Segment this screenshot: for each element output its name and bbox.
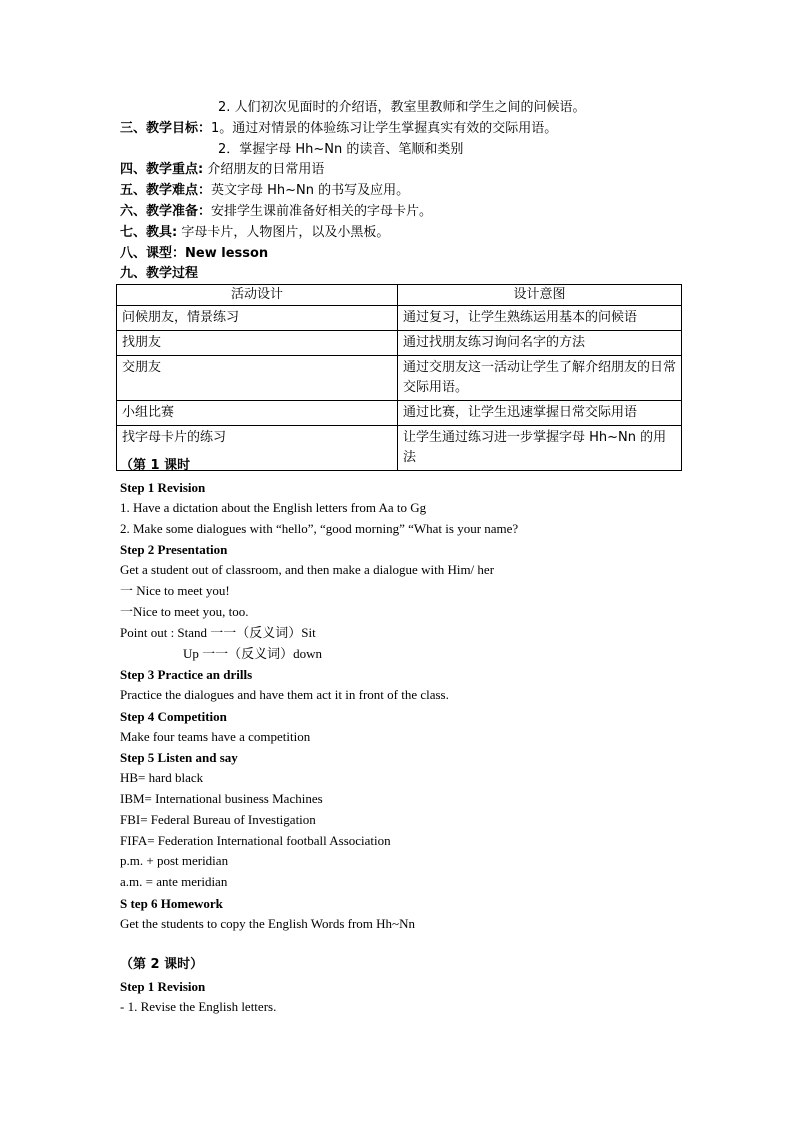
step-text: a.m. = ante meridian bbox=[120, 874, 228, 889]
step-heading: Step 4 Competition bbox=[120, 709, 227, 724]
step-heading: S tep 6 Homework bbox=[120, 896, 223, 911]
preparation-line bbox=[120, 205, 432, 218]
difficulties-line bbox=[120, 184, 409, 197]
step-text: 1. Have a dictation about the English letters from Aa to Gg bbox=[120, 500, 427, 515]
difficulties-label: 五、教学难点： bbox=[120, 183, 212, 198]
step-text: Practice the dialogues and have them act it in front of the class. bbox=[120, 687, 449, 702]
key-points-line bbox=[120, 163, 324, 176]
table-row bbox=[117, 331, 682, 356]
teaching-aids-text: 字母卡片，人物图片，以及小黑板。 bbox=[177, 225, 390, 240]
activity-table bbox=[116, 284, 682, 471]
step-heading: Step 3 Practice an drills bbox=[120, 667, 253, 682]
step-heading: Step 1 Revision bbox=[120, 480, 206, 495]
table-cell: 通过交朋友这一活动让学生了解介绍朋友的日常交际用语。 bbox=[398, 356, 682, 401]
table-header-row bbox=[117, 285, 682, 306]
teaching-goals-line bbox=[120, 122, 557, 135]
preparation-text: 安排学生课前准备好相关的字母卡片。 bbox=[211, 204, 433, 219]
step-text: HB= hard black bbox=[120, 770, 204, 785]
key-points-label: 四、教学重点: bbox=[120, 162, 204, 177]
step-text: 一 Nice to meet you! bbox=[120, 583, 230, 598]
teaching-aids-line bbox=[120, 226, 389, 239]
table-cell: 交朋友 bbox=[117, 356, 398, 401]
step-heading: Step 2 Presentation bbox=[120, 542, 228, 557]
teaching-aids-label: 七、教具: bbox=[120, 225, 178, 240]
table-cell: 让学生通过练习进一步掌握字母 Hh~Nn 的用法 bbox=[398, 426, 682, 471]
table-cell: 通过复习，让学生熟练运用基本的问候语 bbox=[398, 306, 682, 331]
table-row bbox=[117, 401, 682, 426]
lesson-type: 八、课型：New lesson bbox=[120, 246, 269, 261]
key-points-text: 介绍朋友的日常用语 bbox=[203, 162, 325, 177]
step-text: Get the students to copy the English Words from Hh~Nn bbox=[120, 916, 415, 931]
step-text: Get a student out of classroom, and then make a dialogue with Him/ her bbox=[120, 562, 495, 577]
step-text: Up 一一（反义词）down bbox=[183, 646, 323, 661]
step-text: - 1. Revise the English letters. bbox=[120, 999, 277, 1014]
table-cell: 通过找朋友练习询问名字的方法 bbox=[398, 331, 682, 356]
table-row bbox=[117, 306, 682, 331]
table-cell: 问候朋友，情景练习 bbox=[117, 306, 398, 331]
teaching-goal-1: 1。通过对情景的体验练习让学生掌握真实有效的交际用语。 bbox=[211, 121, 558, 136]
step-text: FBI= Federal Bureau of Investigation bbox=[120, 812, 316, 827]
lesson-1-title: （第 1 课时 bbox=[120, 458, 191, 473]
content-item-2: 2. 人们初次见面时的介绍语，教室里教师和学生之间的问候语。 bbox=[218, 100, 586, 115]
step-heading: Step 1 Revision bbox=[120, 979, 206, 994]
difficulties-text: 英文字母 Hh~Nn 的书写及应用。 bbox=[211, 183, 410, 198]
step-heading: Step 5 Listen and say bbox=[120, 750, 238, 765]
table-row bbox=[117, 426, 682, 471]
step-text: IBM= International business Machines bbox=[120, 791, 323, 806]
table-row bbox=[117, 356, 682, 401]
teaching-goal-2: 2．掌握字母 Hh~Nn 的读音、笔顺和类别 bbox=[218, 142, 464, 157]
step-text: Make four teams have a competition bbox=[120, 729, 311, 744]
teaching-process-heading: 九、教学过程 bbox=[120, 266, 199, 281]
step-text: 一Nice to meet you, too. bbox=[120, 604, 249, 619]
step-text: p.m. + post meridian bbox=[120, 853, 229, 868]
step-text: 2. Make some dialogues with “hello”, “good morning” “What is your name? bbox=[120, 521, 519, 536]
table-cell: 找朋友 bbox=[117, 331, 398, 356]
table-cell: 找字母卡片的练习 bbox=[117, 426, 398, 471]
table-cell: 通过比赛，让学生迅速掌握日常交际用语 bbox=[398, 401, 682, 426]
table-cell: 小组比赛 bbox=[117, 401, 398, 426]
table-header-cell: 活动设计 bbox=[117, 285, 398, 306]
step-text: Point out : Stand 一一（反义词）Sit bbox=[120, 625, 316, 640]
lesson-2-title: （第 2 课时） bbox=[120, 957, 204, 972]
teaching-goals-label: 三、教学目标： bbox=[120, 121, 212, 136]
step-text: FIFA= Federation International football Association bbox=[120, 833, 391, 848]
preparation-label: 六、教学准备： bbox=[120, 204, 212, 219]
table-header-cell: 设计意图 bbox=[398, 285, 682, 306]
